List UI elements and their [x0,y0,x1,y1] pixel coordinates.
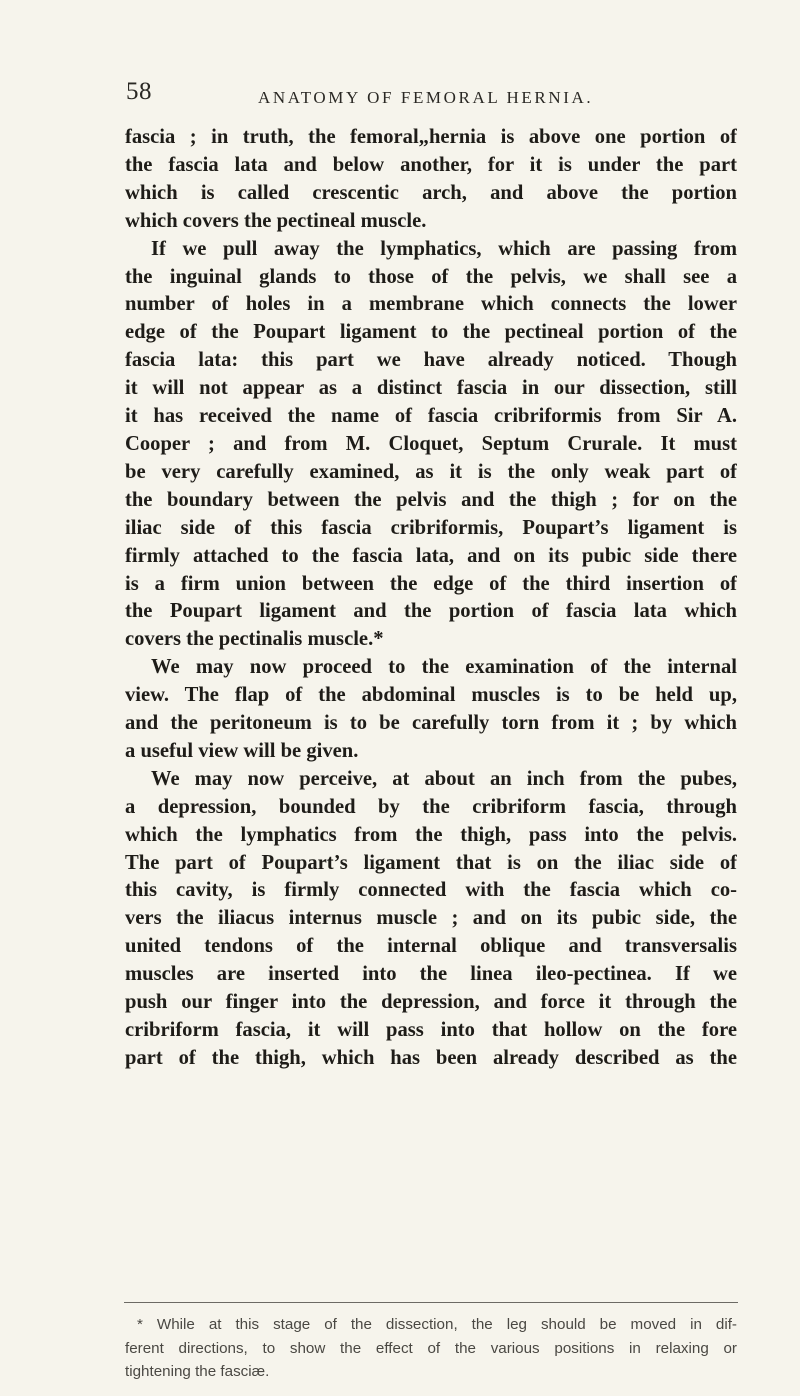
text-line: If we pull away the lymphatics, which are passing from [151,237,737,260]
text-line: muscles are inserted into the linea ileo-pectinea. If we [125,963,737,986]
text-line: iliac side of this fascia cribriformis, Poupart’s ligament is [125,516,737,539]
text-line: push our finger into the depression, and force it through the [125,991,737,1014]
text-line: is a firm union between the edge of the third insertion of [125,572,737,595]
text-line: We may now perceive, at about an inch from the pubes, [151,767,737,790]
footnote [125,1313,737,1384]
text-line: united tendons of the internal oblique and transversalis [125,935,737,958]
text-line: the Poupart ligament and the portion of fascia lata which [125,600,737,623]
running-head [122,78,738,118]
text-line: fascia ; in truth, the femoral„hernia is above one portion of [125,126,737,148]
text-line: cribriform fascia, it will pass into that hollow on the fore [125,1019,737,1041]
text-line: the inguinal glands to those of the pelvis, we shall see a [125,265,737,288]
text-line: which is called crescentic arch, and above the portion [125,181,737,204]
text-line: a useful view will be given. [125,739,359,762]
text-line: fascia lata: this part we have already noticed. Though [125,349,737,372]
running-title: ANATOMY OF FEMORAL HERNIA. [258,88,594,107]
text-line: and the peritoneum is to be carefully torn from it ; by which [125,712,737,735]
text-line: it will not appear as a distinct fascia in our dissection, still [125,377,737,400]
body-text [125,124,737,1073]
text-line: firmly attached to the fascia lata, and on its pubic side there [125,544,737,567]
text-line: which the lymphatics from the thigh, pass into the pelvis. [125,823,737,846]
text-line: The part of Poupart’s ligament that is on the iliac side of [125,851,737,874]
footnote-line: ferent directions, to show the effect of the various positions in relaxing or [125,1339,737,1357]
text-line: edge of the Poupart ligament to the pectineal portion of the [125,321,737,344]
footnote-line: * While at this stage of the dissection, the leg should be moved in dif- [137,1316,737,1333]
text-line: view. The flap of the abdominal muscles is to be held up, [125,684,737,707]
text-line: part of the thigh, which has been already described as the [125,1046,737,1069]
text-line: which covers the pectineal muscle. [125,209,427,232]
text-line: the fascia lata and below another, for it is under the part [125,153,737,176]
text-line: vers the iliacus internus muscle ; and on its pubic side, the [125,907,737,930]
text-line: the boundary between the pelvis and the thigh ; for on the [125,488,737,511]
page-number: 58 [126,78,152,105]
text-line: be very carefully examined, as it is the only weak part of [125,460,737,483]
footnote-line: tightening the fasciæ. [125,1363,270,1380]
text-line: We may now proceed to the examination of the internal [151,656,737,679]
text-line: it has received the name of fascia cribriformis from Sir A. [125,405,737,428]
footnote-divider [124,1302,738,1303]
text-line: this cavity, is firmly connected with the fascia which co- [125,879,737,902]
text-line: a depression, bounded by the cribriform fascia, through [125,795,737,818]
text-line: Cooper ; and from M. Cloquet, Septum Crurale. It must [125,432,737,455]
text-line: covers the pectinalis muscle.* [125,628,384,651]
text-line: number of holes in a membrane which connects the lower [125,293,737,316]
